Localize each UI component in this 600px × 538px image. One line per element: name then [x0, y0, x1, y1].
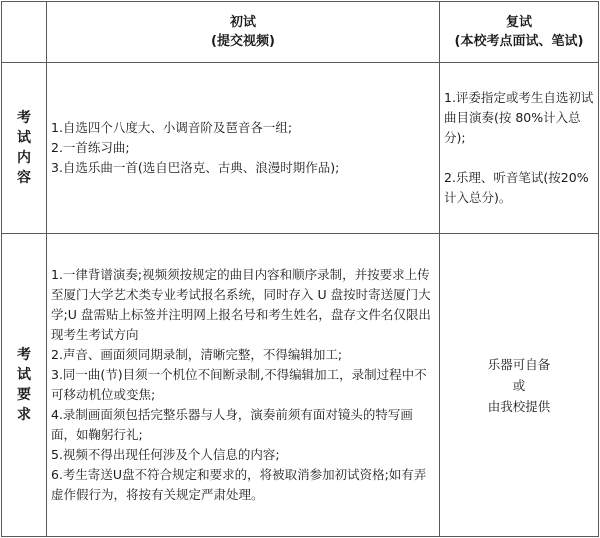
retest-content-item: 2.乐理、听音笔试(按20%计入总分)。: [444, 170, 589, 205]
requirement-item: 6.考生寄送U盘不符合规定和要求的，将被取消参加初试资格;如有弄虚作假行为，将按有关规定严肃处理。: [51, 467, 427, 502]
exam-requirements-table: [1, 1, 599, 537]
requirement-item: 3.同一曲(节)目须一个机位不间断录制,不得编辑加工，录制过程中不可移动机位或变焦;: [51, 367, 427, 402]
instrument-note-line: 乐器可自备: [487, 356, 551, 372]
prelim-title: 初试: [229, 15, 256, 30]
prelim-header: [47, 2, 440, 63]
retest-content-item: 1.评委指定或考生自选初试曲目演奏(按 80%计入总分);: [444, 90, 594, 145]
prelim-content-item: 2.一首练习曲;: [51, 140, 130, 155]
prelim-content-cell: [47, 63, 440, 234]
retest-title: 复试: [505, 15, 532, 30]
requirements-row-label: 考试要求: [17, 347, 31, 423]
instrument-note-line: 由我校提供: [487, 398, 551, 414]
retest-header: [440, 2, 599, 63]
requirement-item: 1.一律背谱演奏;视频须按规定的曲目内容和顺序录制，并按要求上传至厦门大学艺术类专业考试报名系统，同时存入 U 盘按时寄送厦门大学;U 盘需贴上标签并注明网上报名号和考生姓名，盘存文件名仅限出现考生考试方向: [51, 267, 431, 342]
corner-cell: [2, 2, 47, 63]
instrument-note-line: 或: [512, 377, 526, 393]
retest-content-cell: [440, 63, 599, 234]
requirement-item: 5.视频不得出现任何涉及个人信息的内容;: [51, 447, 280, 462]
prelim-content-item: 3.自选乐曲一首(选自巴洛克、古典、浪漫时期作品);: [51, 160, 340, 175]
requirements-row: [2, 234, 599, 537]
requirements-row-label-cell: [2, 234, 47, 537]
retest-requirements-cell: [440, 234, 599, 537]
header-row: [2, 2, 599, 63]
prelim-requirements-cell: [47, 234, 440, 537]
retest-subtitle: (本校考点面试、笔试): [454, 34, 584, 49]
content-row-label-cell: [2, 63, 47, 234]
prelim-subtitle: (提交视频): [211, 34, 275, 49]
content-row: [2, 63, 599, 234]
prelim-content-item: 1.自选四个八度大、小调音阶及琶音各一组;: [51, 120, 293, 135]
requirement-item: 2.声音、画面须同期录制，清晰完整，不得编辑加工;: [51, 347, 343, 362]
requirement-item: 4.录制画面须包括完整乐器与人身，演奏前须有面对镜头的特写画面，如鞠躬行礼;: [51, 407, 413, 442]
content-row-label: 考试内容: [17, 110, 31, 186]
